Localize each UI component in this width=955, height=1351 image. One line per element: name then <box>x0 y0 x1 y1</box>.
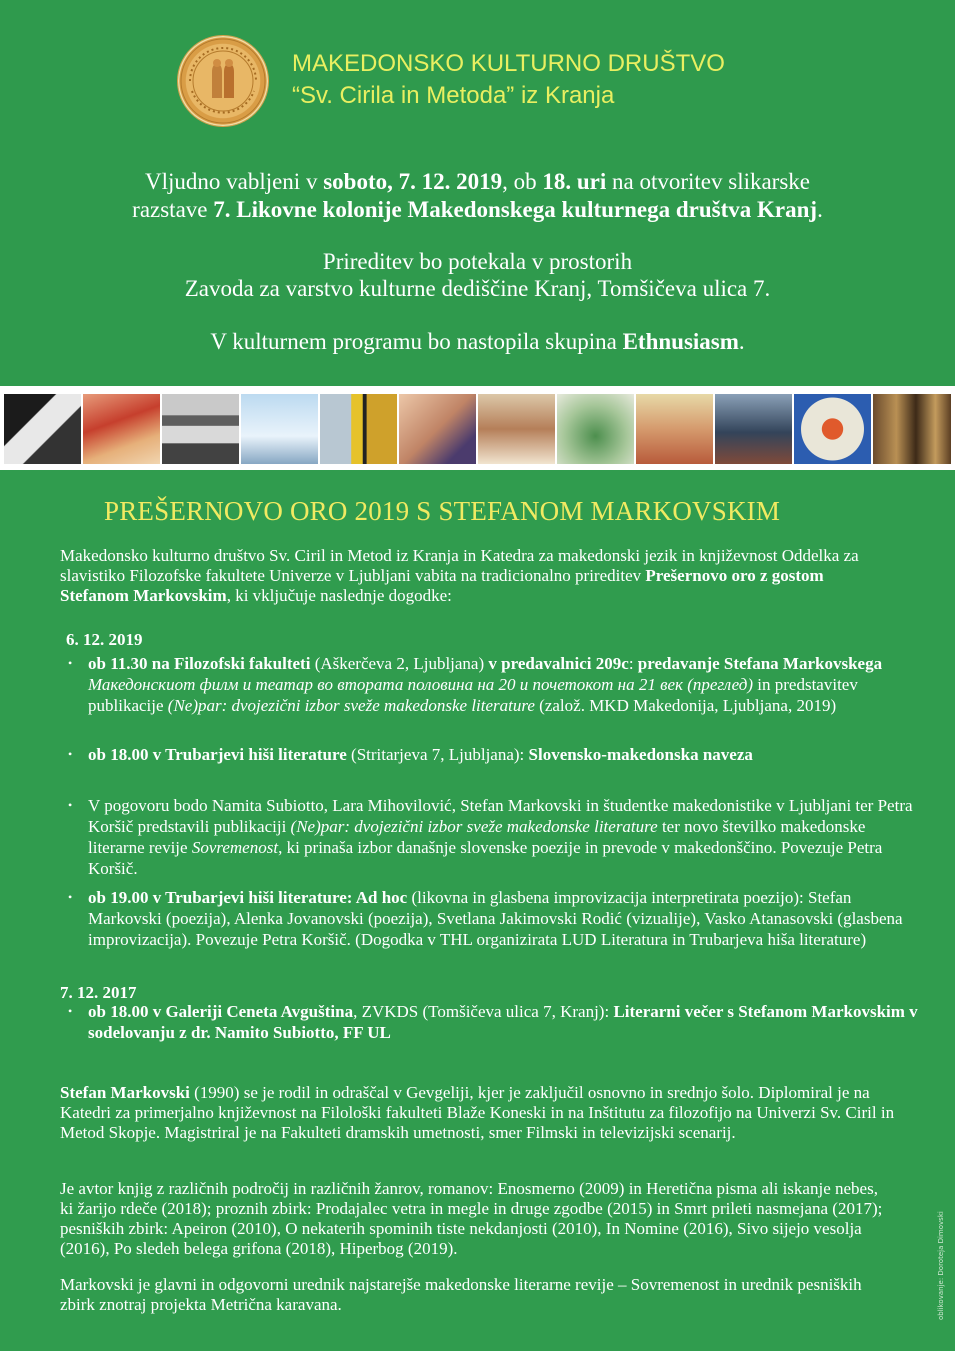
text: : <box>628 654 638 673</box>
publication-title: (Ne)par: dvojezični izbor sveže makedonske literature <box>167 696 535 715</box>
text: , ZVKDS (Tomšičeva ulica 7, Kranj): <box>353 1002 614 1021</box>
header-title <box>292 48 725 112</box>
publication-title: (Ne)par: dvojezični izbor sveže makedonske literature <box>290 817 658 836</box>
painting-12 <box>873 394 951 464</box>
time-bold: 18. uri <box>542 169 607 194</box>
section-intro <box>60 546 895 606</box>
society-name: MAKEDONSKO KULTURNO DRUŠTVO <box>292 50 725 77</box>
time-place: ob 18.00 v Trubarjevi hiši literature <box>88 745 347 764</box>
bullet-icon: • <box>68 890 73 904</box>
bio-paragraph-1 <box>60 1083 895 1143</box>
day2-item-1 <box>68 1001 918 1043</box>
painting-4 <box>241 394 318 464</box>
venue-line-1: Prireditev bo potekala v prostorih <box>322 249 633 274</box>
date-bold: soboto, 7. 12. 2019 <box>323 169 503 194</box>
painting-strip <box>0 386 955 470</box>
time-place: ob 19.00 v Trubarjevi hiši literature: Ad hoc <box>88 888 408 907</box>
text: ter novo številko makedonske literarne revije <box>88 817 866 857</box>
bullet-icon: • <box>68 747 73 761</box>
magazine-title: Sovremenost <box>191 838 279 857</box>
painting-7 <box>478 394 555 464</box>
text: , ki prinaša izbor današnje slovenske poezije in prevode v makedonščino. Povezuje Petra Koršič. <box>88 838 883 878</box>
text: na otvoritev slikarske <box>606 169 811 194</box>
bio-paragraph-3: Markovski je glavni in odgovorni urednik najstarejše makedonske literarne revije – Sovremenost in urednik pesniških zbirk znotraj projekta Metrična karavana. <box>60 1275 862 1314</box>
text: , ki vključuje naslednje dogodke: <box>226 586 452 605</box>
invitation-line-1 <box>0 168 955 195</box>
bio-paragraph-2: Je avtor knjig z različnih področij in različnih žanrov, romanov: Enosmerno (2009) in Heretična pisma ali iskanje nebes, ki žarijo rdeče (2018); proznih zbirk: Prodajalec vetra in megle in druge zgodbe (2015) in Smrt prileti nasmejana (2017); pesniških zbirk: Apeiron (2010), O nekaterih spominih tiste nekdanjosti (2010), In Nomine (2016), Sivo sijejo vesolja (2016), Po sledeh belega grifona (2018), Hiperbog (2019). <box>60 1179 883 1258</box>
day1-date: 6. 12. 2019 <box>66 630 143 649</box>
text: (založ. MKD Makedonija, Ljubljana, 2019) <box>534 696 837 715</box>
painting-3 <box>162 394 239 464</box>
bullet-icon: • <box>68 1004 73 1018</box>
bullet-icon: • <box>68 798 73 812</box>
society-seal-logo <box>178 36 268 126</box>
text: (Stritarjeva 7, Ljubljana): <box>346 745 529 764</box>
text: in predstavitev publikacije <box>88 675 858 715</box>
text: Vljudno vabljeni v <box>144 169 324 194</box>
painting-8 <box>557 394 634 464</box>
section-title: PREŠERNOVO ORO 2019 S STEFANOM MARKOVSKIM <box>104 496 781 526</box>
painting-11 <box>794 394 871 464</box>
day1-item-3 <box>68 795 918 879</box>
lecture-title: Македонскиот филм и театар во втората половина на 20 и почетокот на 21 век (преглед) <box>88 675 754 694</box>
society-subtitle: “Sv. Cirila in Metoda” iz Kranja <box>292 82 615 109</box>
text: V kulturnem programu bo nastopila skupina <box>210 329 623 354</box>
painting-2 <box>83 394 160 464</box>
text: (likovna in glasbena improvizacija interpretirata poezijo): Stefan Markovski (poezija), Alenka Jovanovski (poezija), Svetlana Jakimovski Rodić (vizualije), Vasko Atanasovski (glasbena improvizacija). Povezuje Petra Koršič. (Dogodka v THL organizirata LUD Literatura in Trubarjeva hiša literature) <box>88 888 903 949</box>
event-name: Literarni večer s Stefanom Markovskim v sodelovanju z dr. Namito Subiotto, FF UL <box>88 1002 918 1042</box>
event-name: Prešernovo oro z gostom Stefanom Markovskim <box>60 566 824 605</box>
painting-10 <box>715 394 792 464</box>
lecture: predavanje Stefana Markovskega <box>637 654 883 673</box>
room: v predavalnici 209c <box>488 654 629 673</box>
bullet-icon: • <box>68 656 73 670</box>
venue-line-2: Zavoda za varstvo kulturne dediščine Kranj, Tomšičeva ulica 7. <box>184 276 771 301</box>
invitation-line-2 <box>0 196 955 223</box>
text: . <box>738 329 745 354</box>
text: V pogovoru bodo Namita Subiotto, Lara Mihovilović, Stefan Markovski in študentke makedonistike v Ljubljani ter Petra Koršič predstavili publikaciji <box>88 796 913 836</box>
design-credit: oblikovanje: Doroteja Dimovski <box>937 1211 945 1320</box>
author-name: Stefan Markovski <box>60 1083 190 1102</box>
painting-5 <box>320 394 397 464</box>
time-place: ob 11.30 na Filozofski fakulteti <box>88 654 311 673</box>
text: (1990) se je rodil in odraščal v Gevgeliji, kjer je zaključil osnovno in srednjo šolo. Diplomiral je na Katedri za primerjalno književnost na Filološki fakulteti Blaže Koneski in na Inštitutu za filozofijo na Univerzi Sv. Ciril in Metod Skopje. Magistriral je na Fakulteti dramskih umetnosti, smer Filmski in televizijski scenarij. <box>60 1083 895 1142</box>
day1-item-4 <box>68 887 918 950</box>
text: , ob <box>502 169 543 194</box>
text: Makedonsko kulturno društvo Sv. Ciril in Metod iz Kranja in Katedra za makedonski jezik in književnost Oddelka za slavistiko Filozofske fakultete Univerze v Ljubljani vabita na tradicionalno prireditev <box>60 546 859 585</box>
painting-1 <box>4 394 81 464</box>
text: (Aškerčeva 2, Ljubljana) <box>310 654 489 673</box>
time-place: ob 18.00 v Galeriji Ceneta Avguština <box>88 1002 354 1021</box>
painting-6 <box>399 394 476 464</box>
event-name: Slovensko-makedonska naveza <box>528 745 753 764</box>
exhibition-name: 7. Likovne kolonije Makedonskega kulturnega društva Kranj <box>213 197 818 222</box>
day1-item-1 <box>68 653 918 716</box>
program-line <box>0 328 955 355</box>
day1-item-2 <box>68 744 918 765</box>
day2-date: 7. 12. 2017 <box>60 983 137 1002</box>
painting-9 <box>636 394 713 464</box>
band-name: Ethnusiasm <box>622 329 739 354</box>
text: razstave <box>132 197 214 222</box>
text: . <box>817 197 823 222</box>
